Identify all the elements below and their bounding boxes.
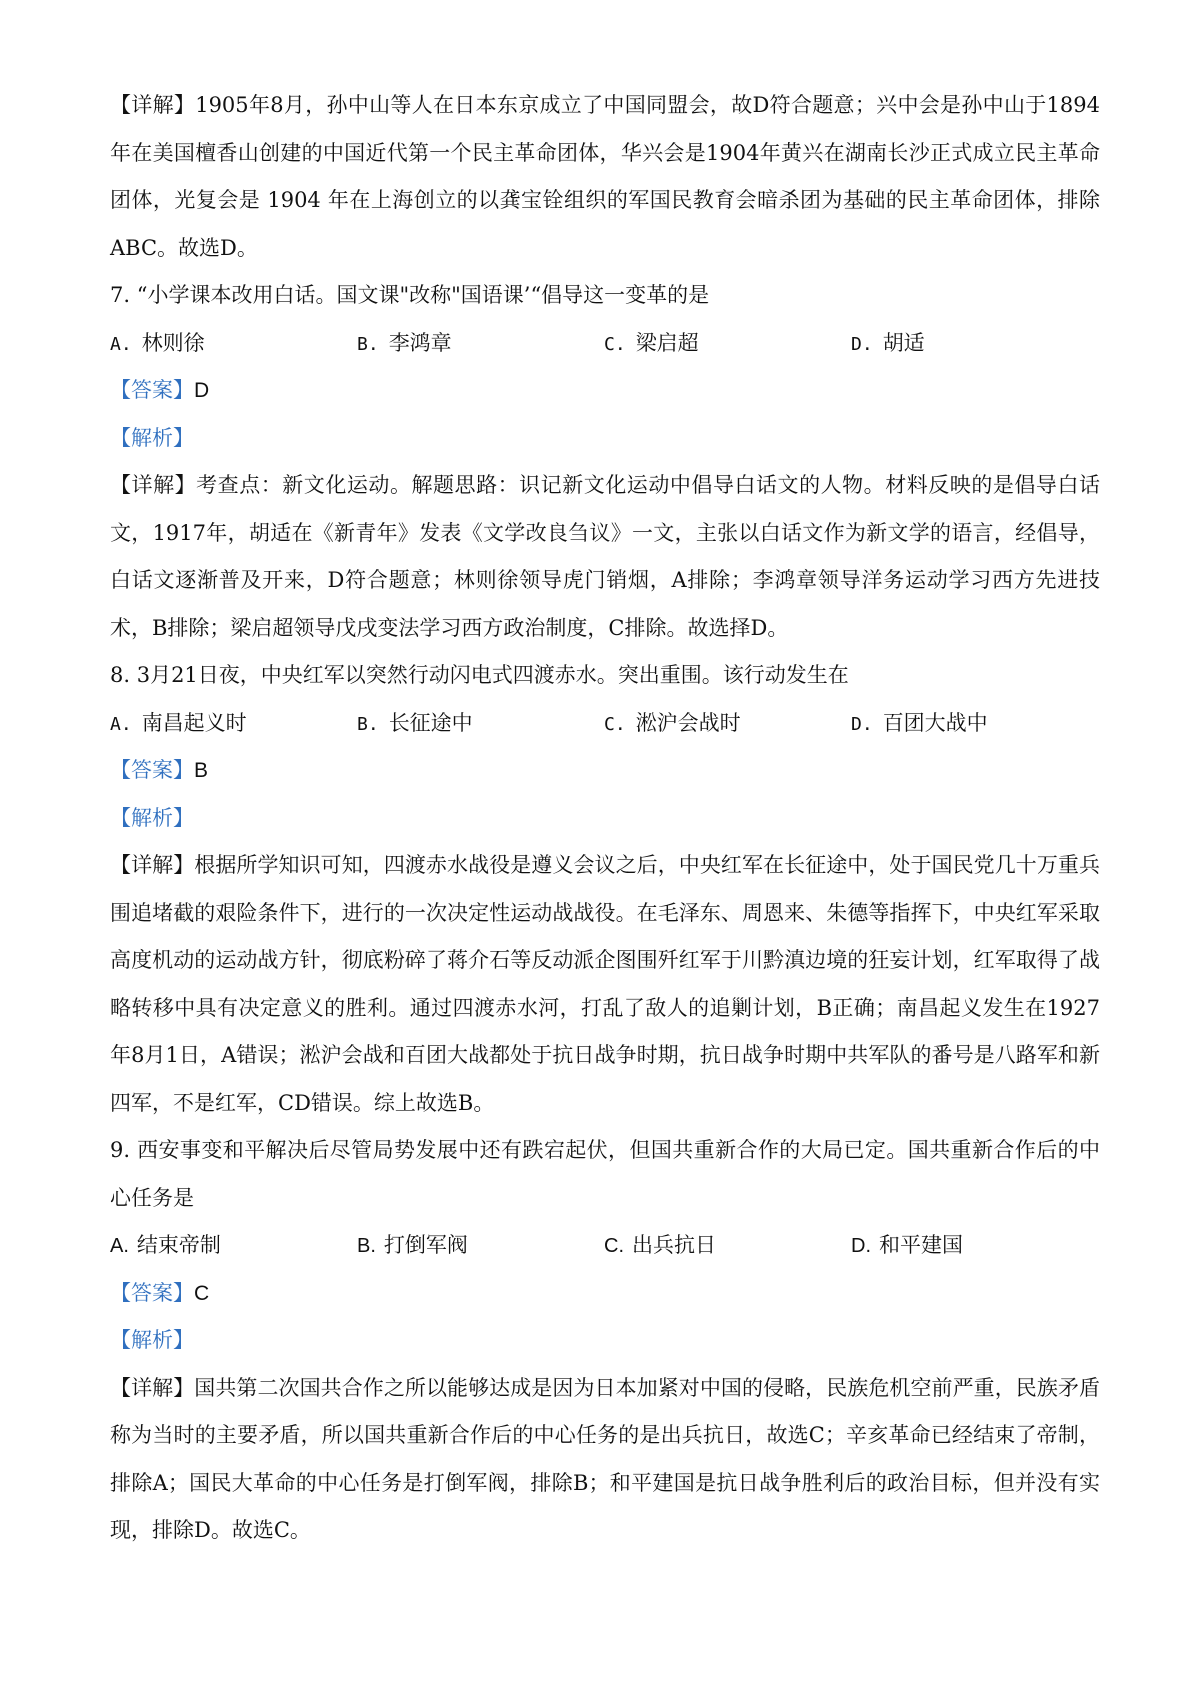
detail-text: 国共第二次国共合作之所以能够达成是因为日本加紧对中国的侵略，民族危机空前严重，民族矛盾称为当时的主要矛盾，所以国共重新合作后的中心任务的是出兵抗日，故选C；辛亥革命已经结束了帝制，排除A；国民大革命的中心任务是打倒军阀，排除B；和平建国是抗日战争胜利后的政治目标，但并没有实现，排除D。故选C。 <box>110 1375 1101 1542</box>
answer-label: 【答案】 <box>110 378 194 402</box>
analysis-label: 【解析】 <box>110 1328 194 1352</box>
option-text: 南昌起义时 <box>141 710 247 735</box>
detail-label: 【详解】 <box>110 1375 195 1400</box>
q8-option-d[interactable] <box>851 700 1098 748</box>
q7-analysis <box>110 415 1100 463</box>
option-text: 和平建国 <box>879 1233 963 1257</box>
q7-stem: 7. “小学课本改用白话。国文课"改称"国语课’“倡导这一变革的是 <box>110 283 710 307</box>
q8-stem: 8. 3月21日夜，中央红军以突然行动闪电式四渡赤水。突出重围。该行动发生在 <box>110 663 849 687</box>
option-letter: B. <box>357 1235 376 1257</box>
option-letter: D. <box>851 1235 871 1257</box>
document-page <box>110 82 1100 1555</box>
q7-option-b[interactable] <box>357 320 604 368</box>
option-letter: D. <box>851 333 873 355</box>
q8-options <box>110 700 1100 748</box>
option-letter: A. <box>110 333 132 355</box>
q7-option-c[interactable] <box>604 320 851 368</box>
option-letter: A. <box>110 713 132 735</box>
analysis-label: 【解析】 <box>110 805 194 830</box>
q6-detail <box>110 82 1100 272</box>
q9-option-a[interactable] <box>110 1222 357 1270</box>
q7-detail <box>110 462 1100 652</box>
detail-text: 考查点：新文化运动。解题思路：识记新文化运动中倡导白话文的人物。材料反映的是倡导白话文，1917年，胡适在《新青年》发表《文学改良刍议》一文，主张以白话文作为新文学的语言，经倡导，白话文逐渐普及开来，D符合题意；林则徐领导虎门销烟，A排除；李鸿章领导洋务运动学习西方先进技术，B排除；梁启超领导戊戌变法学习西方政治制度，C排除。故选择D。 <box>110 473 1101 640</box>
q9-detail <box>110 1365 1100 1555</box>
option-text: 出兵抗日 <box>632 1233 716 1257</box>
q7-options <box>110 320 1100 368</box>
answer-value: C <box>194 1281 210 1305</box>
option-text: 胡适 <box>882 330 925 355</box>
q9-answer <box>110 1270 1100 1318</box>
answer-label: 【答案】 <box>110 1280 194 1305</box>
q8-option-a[interactable] <box>110 700 357 748</box>
q7-option-a[interactable] <box>110 320 357 368</box>
q7-option-d[interactable] <box>851 320 1098 368</box>
option-text: 结束帝制 <box>136 1233 221 1257</box>
detail-label: 【详解】 <box>110 853 195 877</box>
option-letter: B. <box>357 333 379 355</box>
q9-analysis <box>110 1317 1100 1365</box>
analysis-label: 【解析】 <box>110 425 194 450</box>
option-text: 淞沪会战时 <box>635 710 741 735</box>
option-text: 长征途中 <box>388 710 473 735</box>
q8-answer <box>110 747 1100 795</box>
q9-option-c[interactable] <box>604 1222 851 1270</box>
answer-label: 【答案】 <box>110 758 194 782</box>
q9-option-b[interactable] <box>357 1222 604 1270</box>
answer-value: B <box>194 759 209 782</box>
option-letter: C. <box>604 1235 624 1257</box>
option-letter: D. <box>851 713 873 735</box>
detail-text: 根据所学知识可知，四渡赤水战役是遵义会议之后，中央红军在长征途中，处于国民党几十万重兵围追堵截的艰险条件下，进行的一次决定性运动战战役。在毛泽东、周恩来、朱德等指挥下，中央红军采取高度机动的运动战方针，彻底粉碎了蒋介石等反动派企图围歼红军于川黔滇边境的狂妄计划，红军取得了战略转移中具有决定意义的胜利。通过四渡赤水河，打乱了敌人的追剿计划，B正确；南昌起义发生在1927年8月1日，A错误；淞沪会战和百团大战都处于抗日战争时期，抗日战争时期中共军队的番号是八路军和新四军，不是红军，CD错误。综上故选B。 <box>110 853 1101 1115</box>
option-letter: C. <box>604 333 626 355</box>
option-text: 打倒军阀 <box>383 1233 468 1257</box>
q9-stem: 9. 西安事变和平解决后尽管局势发展中还有跌宕起伏，但国共重新合作的大局已定。国共重新合作后的中心任务是 <box>110 1138 1100 1210</box>
option-letter: C. <box>604 713 626 735</box>
q9-option-d[interactable] <box>851 1222 1098 1270</box>
q6-detail-label: 【详解】 <box>110 93 196 117</box>
option-text: 林则徐 <box>141 330 205 355</box>
detail-label: 【详解】 <box>110 473 197 497</box>
option-text: 百团大战中 <box>882 710 988 735</box>
q8-option-b[interactable] <box>357 700 604 748</box>
option-letter: A. <box>110 1235 129 1257</box>
q9-options <box>110 1222 1100 1270</box>
option-text: 李鸿章 <box>388 330 452 355</box>
answer-value: D <box>194 379 210 402</box>
q8-analysis <box>110 795 1100 843</box>
option-letter: B. <box>357 713 379 735</box>
q6-detail-text: 1905年8月，孙中山等人在日本东京成立了中国同盟会，故D符合题意；兴中会是孙中山于1894年在美国檀香山创建的中国近代第一个民主革命团体，华兴会是1904年黄兴在湖南长沙正式成立民主革命团体，光复会是 1904 年在上海创立的以龚宝铨组织的军国民教育会暗杀团为基础的民主革命团体，排除ABC。故选D。 <box>110 93 1100 260</box>
option-text: 梁启超 <box>635 330 699 355</box>
q8-detail <box>110 842 1100 1127</box>
q8-option-c[interactable] <box>604 700 851 748</box>
q7-answer <box>110 367 1100 415</box>
